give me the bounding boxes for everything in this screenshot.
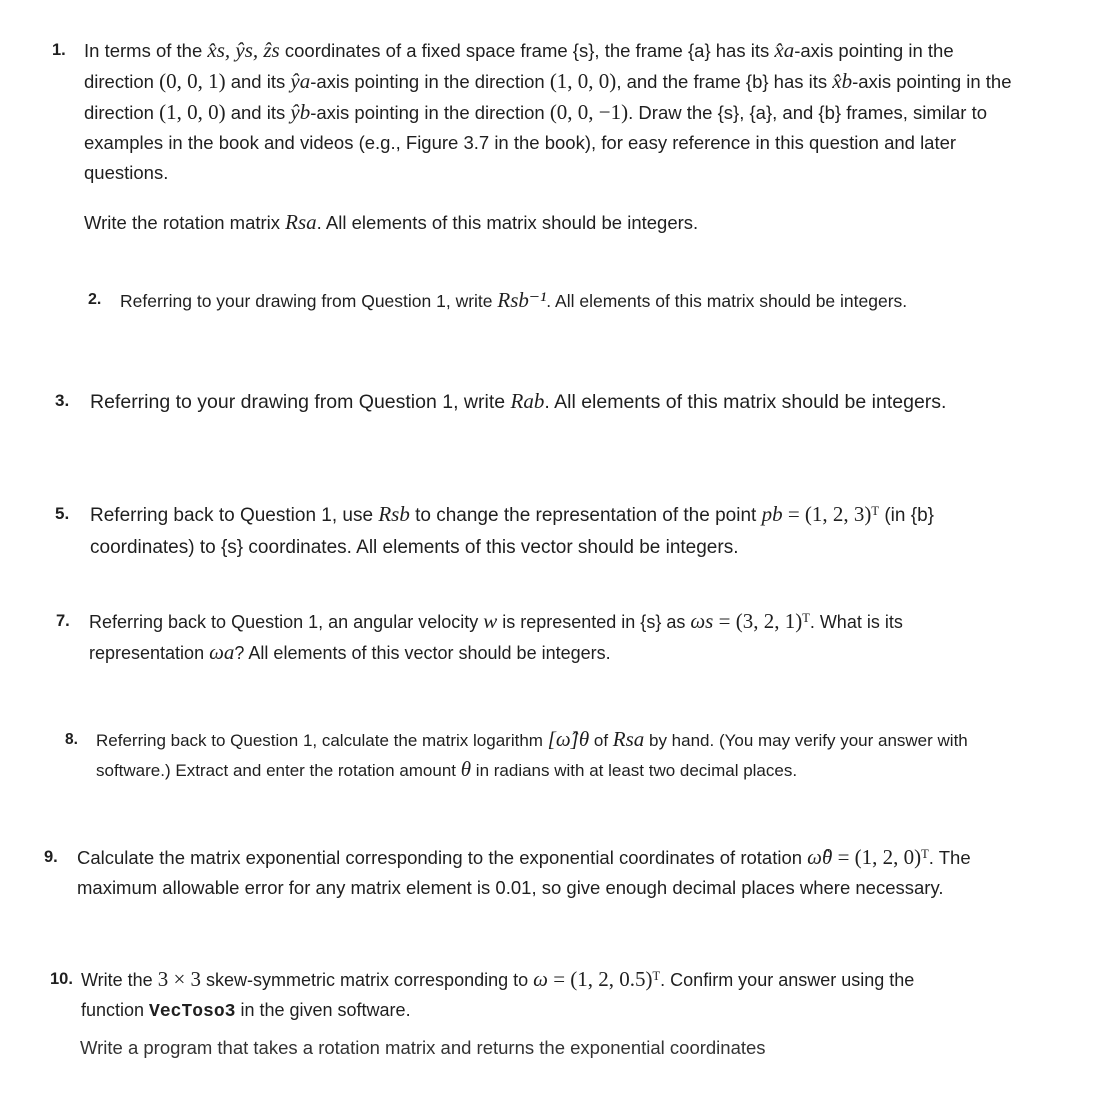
question-text (120, 285, 1020, 316)
question-text (84, 35, 1024, 188)
text-run: . All elements of this matrix should be integers. (546, 291, 908, 311)
question-number: 9. (44, 848, 58, 866)
math-symbol: ω (533, 967, 548, 991)
question-9 (44, 842, 1084, 903)
text-run: In terms of the (84, 40, 208, 61)
question-10 (50, 964, 1050, 1027)
math-expression: = (1, 2, 3)ᵀ (782, 502, 880, 526)
math-symbol: x̂b (832, 69, 853, 93)
text-run: (in {b} coordinates) to {s} coordinates. All elements of this vector should be integers. (90, 505, 934, 558)
math-symbol: ωs (690, 609, 714, 633)
text-run: by hand. (You may verify your answer with software.) Extract and enter the rotation amount (96, 731, 968, 780)
math-symbol: ωa (209, 640, 235, 664)
text-run: . Draw the {s}, {a}, and {b} frames, similar to examples in the book and videos (e.g., Figure 3.7 in the book), for easy reference in this question and later questions. (84, 102, 988, 183)
question-text (84, 207, 1024, 238)
text-run: Referring to your drawing from Question 1, write (90, 391, 511, 413)
question-2 (88, 285, 1048, 316)
text-run: . Confirm your answer using the function (81, 970, 915, 1020)
math-expression: = (3, 2, 1)ᵀ (713, 609, 810, 633)
math-symbol: Rab (510, 389, 545, 413)
question-number: 5. (55, 504, 70, 523)
text-run: in radians with at least two decimal places. (471, 761, 798, 780)
math-symbol: x̂a (774, 38, 795, 62)
text-run: . What is its representation (89, 612, 903, 663)
question-text (90, 386, 1050, 417)
question-number: 8. (65, 731, 78, 748)
text-run: skew-symmetric matrix corresponding to (201, 970, 534, 990)
question-3 (55, 386, 1055, 417)
math-symbol: Rsb (378, 502, 410, 526)
math-expression: (1, 0, 0) (549, 69, 617, 93)
cutoff-text: Write a program that takes a rotation matrix and returns the exponential coordinates (80, 1037, 766, 1058)
question-text (77, 842, 1037, 903)
text-run: and its (225, 102, 291, 123)
math-expression: (0, 0, −1) (549, 100, 629, 124)
question-8 (65, 725, 1065, 785)
math-expression: 3 × 3 (157, 967, 202, 991)
math-symbol: [ω̂]θ (547, 727, 590, 751)
math-symbol: ŷb (290, 100, 311, 124)
text-run: to change the representation of the point (409, 505, 762, 526)
text-run: . All elements of this matrix should be integers. (316, 212, 699, 233)
question-7 (56, 606, 1056, 668)
text-run: -axis pointing in the direction (310, 102, 550, 123)
question-number: 10. (50, 970, 73, 988)
math-symbol: w (483, 609, 498, 633)
question-1 (52, 35, 1052, 238)
text-run: Referring back to Question 1, calculate the matrix logarithm (96, 731, 548, 750)
text-run: -axis pointing in the direction (310, 71, 550, 92)
question-text (96, 725, 976, 785)
question-text (81, 964, 971, 1027)
math-symbol: ω̂θ (807, 845, 833, 869)
math-expression: (0, 0, 1) (159, 69, 226, 93)
text-run: Write the (81, 970, 158, 990)
question-number: 3. (55, 391, 70, 410)
math-symbol: Rsa (285, 210, 317, 234)
math-symbol: x̂s, ŷs, ẑs (207, 38, 280, 62)
text-run: , and the frame {b} has its (616, 71, 833, 92)
text-run: -axis pointing in the direction (84, 71, 1012, 123)
question-text (90, 498, 1005, 564)
text-run: of (589, 731, 613, 750)
code-function-name: VecToso3 (149, 1002, 236, 1022)
question-number: 7. (56, 612, 70, 630)
math-expression: = (1, 2, 0)ᵀ (832, 845, 929, 869)
math-symbol: θ (460, 757, 472, 781)
text-run: -axis pointing in the direction (84, 40, 954, 92)
text-run: and its (225, 71, 291, 92)
question-5 (55, 498, 1055, 564)
text-run: . The maximum allowable error for any matrix element is 0.01, so give enough decimal places where necessary. (77, 847, 971, 898)
text-run: ? All elements of this vector should be integers. (234, 643, 611, 663)
text-run: in the given software. (235, 1000, 411, 1020)
text-run: Calculate the matrix exponential corresponding to the exponential coordinates of rotation (77, 847, 808, 868)
text-run: Referring back to Question 1, use (90, 505, 379, 526)
math-symbol: pb (761, 502, 783, 526)
math-expression: = (1, 2, 0.5)ᵀ (547, 967, 661, 991)
math-symbol: Rsa (612, 727, 645, 751)
text-run: coordinates of a fixed space frame {s}, the frame {a} has its (279, 40, 775, 61)
text-run: Referring to your drawing from Question 1, write (120, 291, 498, 311)
math-symbol: Rsb⁻¹ (497, 288, 547, 312)
text-run: . All elements of this matrix should be integers. (544, 391, 947, 413)
text-run: Write the rotation matrix (84, 212, 286, 233)
cutoff-text-line (80, 1037, 960, 1058)
question-text (89, 606, 949, 668)
question-number: 1. (52, 41, 66, 59)
math-expression: (1, 0, 0) (159, 100, 226, 124)
question-number: 2. (88, 291, 102, 308)
text-run: Referring back to Question 1, an angular velocity (89, 612, 484, 632)
math-symbol: ŷa (290, 69, 311, 93)
text-run: is represented in {s} as (497, 612, 691, 632)
